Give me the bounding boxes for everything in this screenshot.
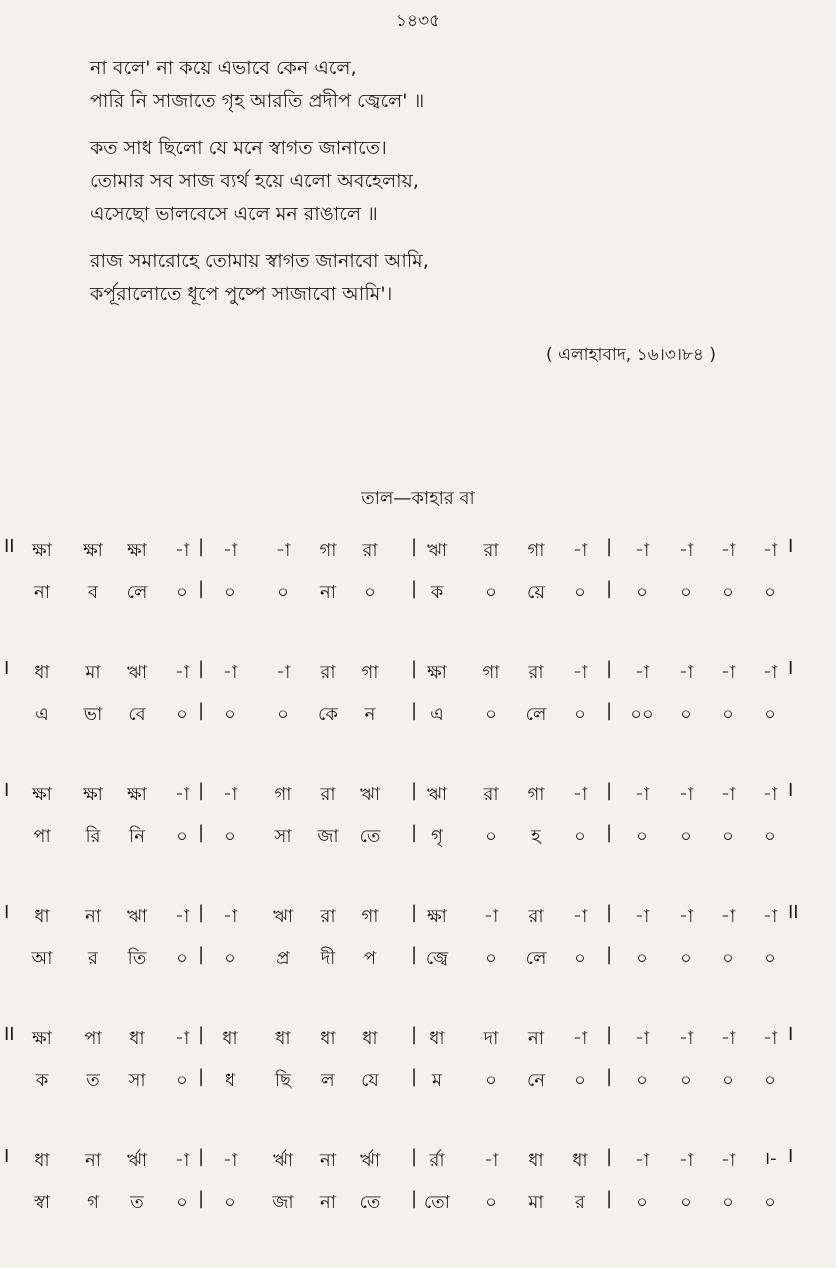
swara-note: ধা — [34, 1150, 50, 1171]
swara-note: -া — [572, 540, 588, 561]
barline: | — [605, 780, 613, 801]
poem-signature: ( এলাহাবাদ, ১৬।৩।৮৪ ) — [546, 345, 716, 365]
swara-note: -া — [634, 662, 650, 683]
lyric-syllable: নি — [129, 826, 145, 847]
lyric-syllable: পা — [33, 826, 51, 847]
notation-block — [0, 902, 836, 1024]
notation-block — [0, 658, 836, 780]
barline: | — [605, 944, 613, 965]
lyric-syllable: ম — [432, 1070, 442, 1091]
start-barline: II — [4, 536, 15, 557]
lyric-syllable: ০ — [722, 948, 734, 969]
lyric-syllable: ০ — [176, 1070, 188, 1091]
swara-note: -া — [634, 784, 650, 805]
lyric-syllable: ০ — [485, 948, 497, 969]
swara-note: গা — [319, 540, 337, 561]
swara-note: র্রা — [429, 1150, 445, 1171]
lyric-syllable: গৃ — [431, 826, 443, 847]
barline: | — [605, 658, 613, 679]
lyric-syllable: ০ — [722, 1070, 734, 1091]
swara-note: ধা — [528, 1150, 544, 1171]
barline: | — [410, 536, 418, 557]
lyric-syllable: ০ — [485, 1192, 497, 1213]
poem-stanza — [90, 132, 710, 231]
barline: | — [605, 1188, 613, 1209]
swara-note: -া — [634, 1028, 650, 1049]
barline: | — [197, 1066, 205, 1087]
lyric-syllable: না — [320, 582, 336, 603]
swara-note: রা — [320, 784, 336, 805]
swara-note: ঋা — [426, 784, 448, 805]
lyric-syllable: ০ — [176, 704, 188, 725]
swara-note: -া — [174, 1150, 190, 1171]
poem-line: কর্পূরালোতে ধূপে পুষ্পে সাজাবো আমি'। — [90, 283, 393, 305]
swara-note: -া — [572, 784, 588, 805]
swara-note: -া — [174, 784, 190, 805]
start-barline: I — [4, 780, 10, 801]
swara-note: -া — [174, 662, 190, 683]
notation-table — [0, 536, 836, 1268]
barline: | — [605, 902, 613, 923]
lyric-syllable: ০ — [764, 1070, 776, 1091]
swara-row — [0, 1146, 836, 1174]
swara-note: ক্ষা — [32, 540, 52, 561]
swara-note: ধা — [275, 1028, 291, 1049]
swara-note: পা — [84, 1028, 102, 1049]
swara-note: ক্ষা — [427, 906, 447, 927]
swara-note: -া — [222, 1150, 238, 1171]
lyric-syllable: ০ — [636, 826, 648, 847]
swara-note: -া — [634, 540, 650, 561]
swara-note: -া — [634, 1150, 650, 1171]
swara-note: -া — [762, 1028, 778, 1049]
lyric-syllable: তে — [359, 826, 381, 847]
swara-note: গা — [361, 662, 379, 683]
lyric-syllable: ০ — [485, 1070, 497, 1091]
swara-note: -া — [572, 662, 588, 683]
end-barline: I — [788, 1146, 794, 1167]
swara-note: না — [85, 906, 101, 927]
lyric-syllable: প — [363, 948, 377, 969]
lyric-syllable: গ — [87, 1192, 99, 1213]
lyric-syllable: বে — [128, 704, 146, 725]
lyric-row — [0, 1188, 836, 1216]
lyric-row — [0, 578, 836, 606]
lyric-syllable: ০ — [636, 582, 648, 603]
lyric-syllable: ত — [130, 1192, 144, 1213]
lyric-syllable: ক — [430, 582, 444, 603]
swara-note: -া — [720, 1150, 736, 1171]
lyric-syllable: ০ — [176, 1192, 188, 1213]
lyric-syllable: ০০ — [630, 704, 654, 725]
end-barline: I — [788, 780, 794, 801]
barline: | — [410, 658, 418, 679]
swara-note: -া — [174, 1028, 190, 1049]
lyric-syllable: ধ — [224, 1070, 236, 1091]
lyric-syllable: ০ — [224, 948, 236, 969]
swara-note: -া — [720, 662, 736, 683]
lyric-syllable: দী — [320, 948, 336, 969]
lyric-syllable: ০ — [680, 948, 692, 969]
lyric-syllable: রি — [85, 826, 101, 847]
barline: | — [410, 578, 418, 599]
lyric-syllable: ন — [364, 704, 376, 725]
swara-note: -া — [222, 540, 238, 561]
swara-note: ঋা — [426, 540, 448, 561]
lyric-syllable: যে — [361, 1070, 379, 1091]
lyric-syllable: তি — [127, 948, 147, 969]
swara-note: ধা — [129, 1028, 145, 1049]
swara-note: -া — [762, 540, 778, 561]
lyric-syllable: সা — [128, 1070, 146, 1091]
swara-note: ক্ষা — [127, 540, 147, 561]
lyric-syllable: ক — [35, 1070, 49, 1091]
lyric-syllable: ০ — [764, 948, 776, 969]
lyric-syllable: ০ — [574, 826, 586, 847]
lyric-syllable: লে — [126, 582, 148, 603]
barline: | — [410, 944, 418, 965]
swara-note: ধা — [320, 1028, 336, 1049]
notation-block — [0, 1146, 836, 1268]
swara-note: রা — [320, 662, 336, 683]
swara-note: রা — [483, 540, 499, 561]
lyric-syllable: ০ — [485, 826, 497, 847]
swara-note: মা — [85, 662, 101, 683]
poem-line: না বলে' না কয়ে এভাবে কেন এলে, — [90, 57, 357, 79]
lyric-syllable: ০ — [224, 704, 236, 725]
lyric-syllable: ভা — [83, 704, 103, 725]
lyric-syllable: নে — [526, 1070, 546, 1091]
barline: | — [605, 1066, 613, 1087]
poem-line: রাজ সমারোহে তোমায় স্বাগত জানাবো আমি, — [90, 250, 429, 272]
lyric-syllable: ০ — [277, 704, 289, 725]
swara-note: -া — [762, 662, 778, 683]
lyric-syllable: ০ — [722, 582, 734, 603]
swara-note: না — [85, 1150, 101, 1171]
swara-note: -া — [720, 784, 736, 805]
lyric-syllable: ০ — [680, 704, 692, 725]
lyric-syllable: ছি — [274, 1070, 292, 1091]
swara-note: ক্ষা — [427, 662, 447, 683]
lyric-syllable: ০ — [722, 1192, 734, 1213]
barline: | — [605, 1024, 613, 1045]
swara-note: ঋা — [126, 662, 148, 683]
swara-row — [0, 780, 836, 808]
swara-note: ক্ষা — [127, 784, 147, 805]
lyric-syllable: ০ — [680, 826, 692, 847]
swara-note: ঋা — [126, 906, 148, 927]
lyric-syllable: ০ — [680, 582, 692, 603]
swara-note: ধা — [572, 1150, 588, 1171]
swara-note: -া — [572, 906, 588, 927]
lyric-syllable: ০ — [364, 582, 376, 603]
swara-note: -া — [678, 1150, 694, 1171]
swara-note: -া — [275, 662, 291, 683]
lyric-syllable: ত — [86, 1070, 100, 1091]
taal-heading: তাল—কাহার বা — [361, 488, 475, 509]
swara-note: ঋা — [272, 906, 294, 927]
swara-note: -া — [720, 1028, 736, 1049]
swara-note: -া — [720, 540, 736, 561]
lyric-syllable: ০ — [224, 582, 236, 603]
swara-note: ক্ষা — [83, 784, 103, 805]
swara-note: রা — [320, 906, 336, 927]
swara-note: -া — [222, 906, 238, 927]
swara-note: -া — [572, 1028, 588, 1049]
swara-note: ধা — [34, 662, 50, 683]
swara-note: গা — [482, 662, 500, 683]
barline: | — [197, 902, 205, 923]
barline: | — [410, 1066, 418, 1087]
poem-line: তোমার সব সাজ ব্যর্থ হয়ে এলো অবহেলায়, — [90, 170, 419, 192]
barline: | — [410, 1024, 418, 1045]
end-barline: I — [788, 658, 794, 679]
swara-note: -া — [720, 906, 736, 927]
barline: | — [197, 780, 205, 801]
lyric-syllable: লে — [525, 948, 547, 969]
barline: | — [410, 1146, 418, 1167]
lyric-syllable: এ — [35, 704, 49, 725]
swara-note: -া — [678, 784, 694, 805]
swara-note: ধা — [362, 1028, 378, 1049]
lyric-syllable: ০ — [722, 826, 734, 847]
barline: | — [197, 1024, 205, 1045]
notation-block — [0, 1024, 836, 1146]
lyric-syllable: ০ — [574, 1070, 586, 1091]
lyric-syllable: র — [575, 1192, 585, 1213]
swara-note: -া — [678, 1028, 694, 1049]
swara-note: -া — [222, 784, 238, 805]
lyric-syllable: ০ — [680, 1192, 692, 1213]
swara-note: গা — [527, 784, 545, 805]
lyric-syllable: মা — [528, 1192, 544, 1213]
lyric-syllable: না — [320, 1192, 336, 1213]
lyric-syllable: ০ — [485, 704, 497, 725]
lyric-syllable: জা — [272, 1192, 294, 1213]
barline: | — [197, 1146, 205, 1167]
lyric-syllable: ০ — [574, 948, 586, 969]
swara-note: গা — [527, 540, 545, 561]
swara-note: রা — [528, 662, 544, 683]
swara-note: -া — [678, 540, 694, 561]
swara-note: রা — [483, 784, 499, 805]
lyric-syllable: সা — [274, 826, 292, 847]
lyric-syllable: ০ — [574, 582, 586, 603]
barline: | — [410, 1188, 418, 1209]
swara-note: -া — [678, 662, 694, 683]
swara-note: র্ঋা — [359, 1150, 381, 1171]
notation-block — [0, 536, 836, 658]
swara-note: ধা — [429, 1028, 445, 1049]
barline: | — [197, 700, 205, 721]
swara-note: -া — [762, 906, 778, 927]
poem-line: পারি নি সাজাতে গৃহ আরতি প্রদীপ জ্বেলে' ॥ — [90, 90, 425, 112]
poem — [90, 52, 710, 325]
barline: | — [197, 658, 205, 679]
barline: | — [605, 578, 613, 599]
swara-note: -া — [483, 1150, 499, 1171]
start-barline: I — [4, 658, 10, 679]
swara-row — [0, 536, 836, 564]
lyric-syllable: ০ — [636, 948, 648, 969]
barline: | — [410, 700, 418, 721]
swara-note: গা — [274, 784, 292, 805]
swara-note: ধা — [222, 1028, 238, 1049]
lyric-syllable: ০ — [176, 582, 188, 603]
swara-note: -া — [678, 906, 694, 927]
swara-note: না — [528, 1028, 544, 1049]
barline: | — [197, 944, 205, 965]
barline: | — [605, 536, 613, 557]
lyric-syllable: হ — [531, 826, 541, 847]
lyric-syllable: ব — [87, 582, 99, 603]
lyric-syllable: ০ — [277, 582, 289, 603]
lyric-row — [0, 822, 836, 850]
lyric-row — [0, 700, 836, 728]
lyric-row — [0, 1066, 836, 1094]
poem-stanza — [90, 245, 710, 311]
lyric-syllable: স্বা — [33, 1192, 51, 1213]
start-barline: I — [4, 902, 10, 923]
lyric-syllable: এ — [430, 704, 444, 725]
lyric-syllable: ০ — [224, 1192, 236, 1213]
swara-row — [0, 902, 836, 930]
start-barline: II — [4, 1024, 15, 1045]
lyric-syllable: আ — [31, 948, 53, 969]
lyric-syllable: ০ — [722, 704, 734, 725]
barline: | — [197, 822, 205, 843]
swara-note: রা — [528, 906, 544, 927]
end-barline: II — [788, 902, 799, 923]
lyric-syllable: জা — [317, 826, 339, 847]
lyric-syllable: ০ — [764, 1192, 776, 1213]
swara-note: ঋা — [359, 784, 381, 805]
barline: | — [605, 1146, 613, 1167]
end-barline: I — [788, 1024, 794, 1045]
lyric-syllable: তো — [423, 1192, 451, 1213]
lyric-syllable: ০ — [764, 582, 776, 603]
swara-note: -া — [174, 540, 190, 561]
lyric-syllable: ০ — [485, 582, 497, 603]
barline: | — [410, 902, 418, 923]
barline: | — [197, 536, 205, 557]
barline: | — [410, 822, 418, 843]
lyric-syllable: কে — [318, 704, 338, 725]
end-barline: I — [788, 536, 794, 557]
swara-note: ক্ষা — [32, 784, 52, 805]
start-barline: I — [4, 1146, 10, 1167]
lyric-syllable: ০ — [224, 826, 236, 847]
barline: | — [605, 822, 613, 843]
swara-note: র্ঋা — [126, 1150, 148, 1171]
lyric-row — [0, 944, 836, 972]
swara-note: -া — [483, 906, 499, 927]
swara-note: দা — [483, 1028, 499, 1049]
swara-note: -া — [275, 540, 291, 561]
barline: | — [197, 1188, 205, 1209]
swara-note: -া — [634, 906, 650, 927]
page-number: ১৪৩৫ — [395, 11, 441, 31]
swara-note: ।- — [763, 1148, 777, 1169]
barline: | — [410, 780, 418, 801]
lyric-syllable: প্র — [276, 948, 290, 969]
lyric-syllable: ০ — [764, 826, 776, 847]
lyric-syllable: তে — [359, 1192, 381, 1213]
swara-row — [0, 658, 836, 686]
swara-note: -া — [222, 662, 238, 683]
notation-block — [0, 780, 836, 902]
swara-note: গা — [361, 906, 379, 927]
swara-row — [0, 1024, 836, 1052]
barline: | — [197, 578, 205, 599]
swara-note: ক্ষা — [83, 540, 103, 561]
lyric-syllable: লে — [525, 704, 547, 725]
swara-note: না — [320, 1150, 336, 1171]
swara-note: -া — [174, 906, 190, 927]
lyric-syllable: র — [88, 948, 98, 969]
poem-line: কত সাধ ছিলো যে মনে স্বাগত জানাতে। — [90, 137, 387, 159]
lyric-syllable: না — [34, 582, 50, 603]
lyric-syllable: য়ে — [527, 582, 545, 603]
swara-note: ক্ষা — [32, 1028, 52, 1049]
swara-note: রা — [362, 540, 378, 561]
lyric-syllable: ল — [321, 1070, 335, 1091]
lyric-syllable: ০ — [764, 704, 776, 725]
poem-stanza — [90, 52, 710, 118]
barline: | — [605, 700, 613, 721]
swara-note: র্ঋা — [272, 1150, 294, 1171]
lyric-syllable: ০ — [176, 948, 188, 969]
swara-note: ধা — [34, 906, 50, 927]
swara-note: -া — [762, 784, 778, 805]
lyric-syllable: জ্বে — [425, 948, 449, 969]
lyric-syllable: ০ — [680, 1070, 692, 1091]
lyric-syllable: ০ — [574, 704, 586, 725]
lyric-syllable: ০ — [636, 1070, 648, 1091]
lyric-syllable: ০ — [636, 1192, 648, 1213]
lyric-syllable: ০ — [176, 826, 188, 847]
poem-line: এসেছো ভালবেসে এলে মন রাঙালে ॥ — [90, 203, 378, 225]
